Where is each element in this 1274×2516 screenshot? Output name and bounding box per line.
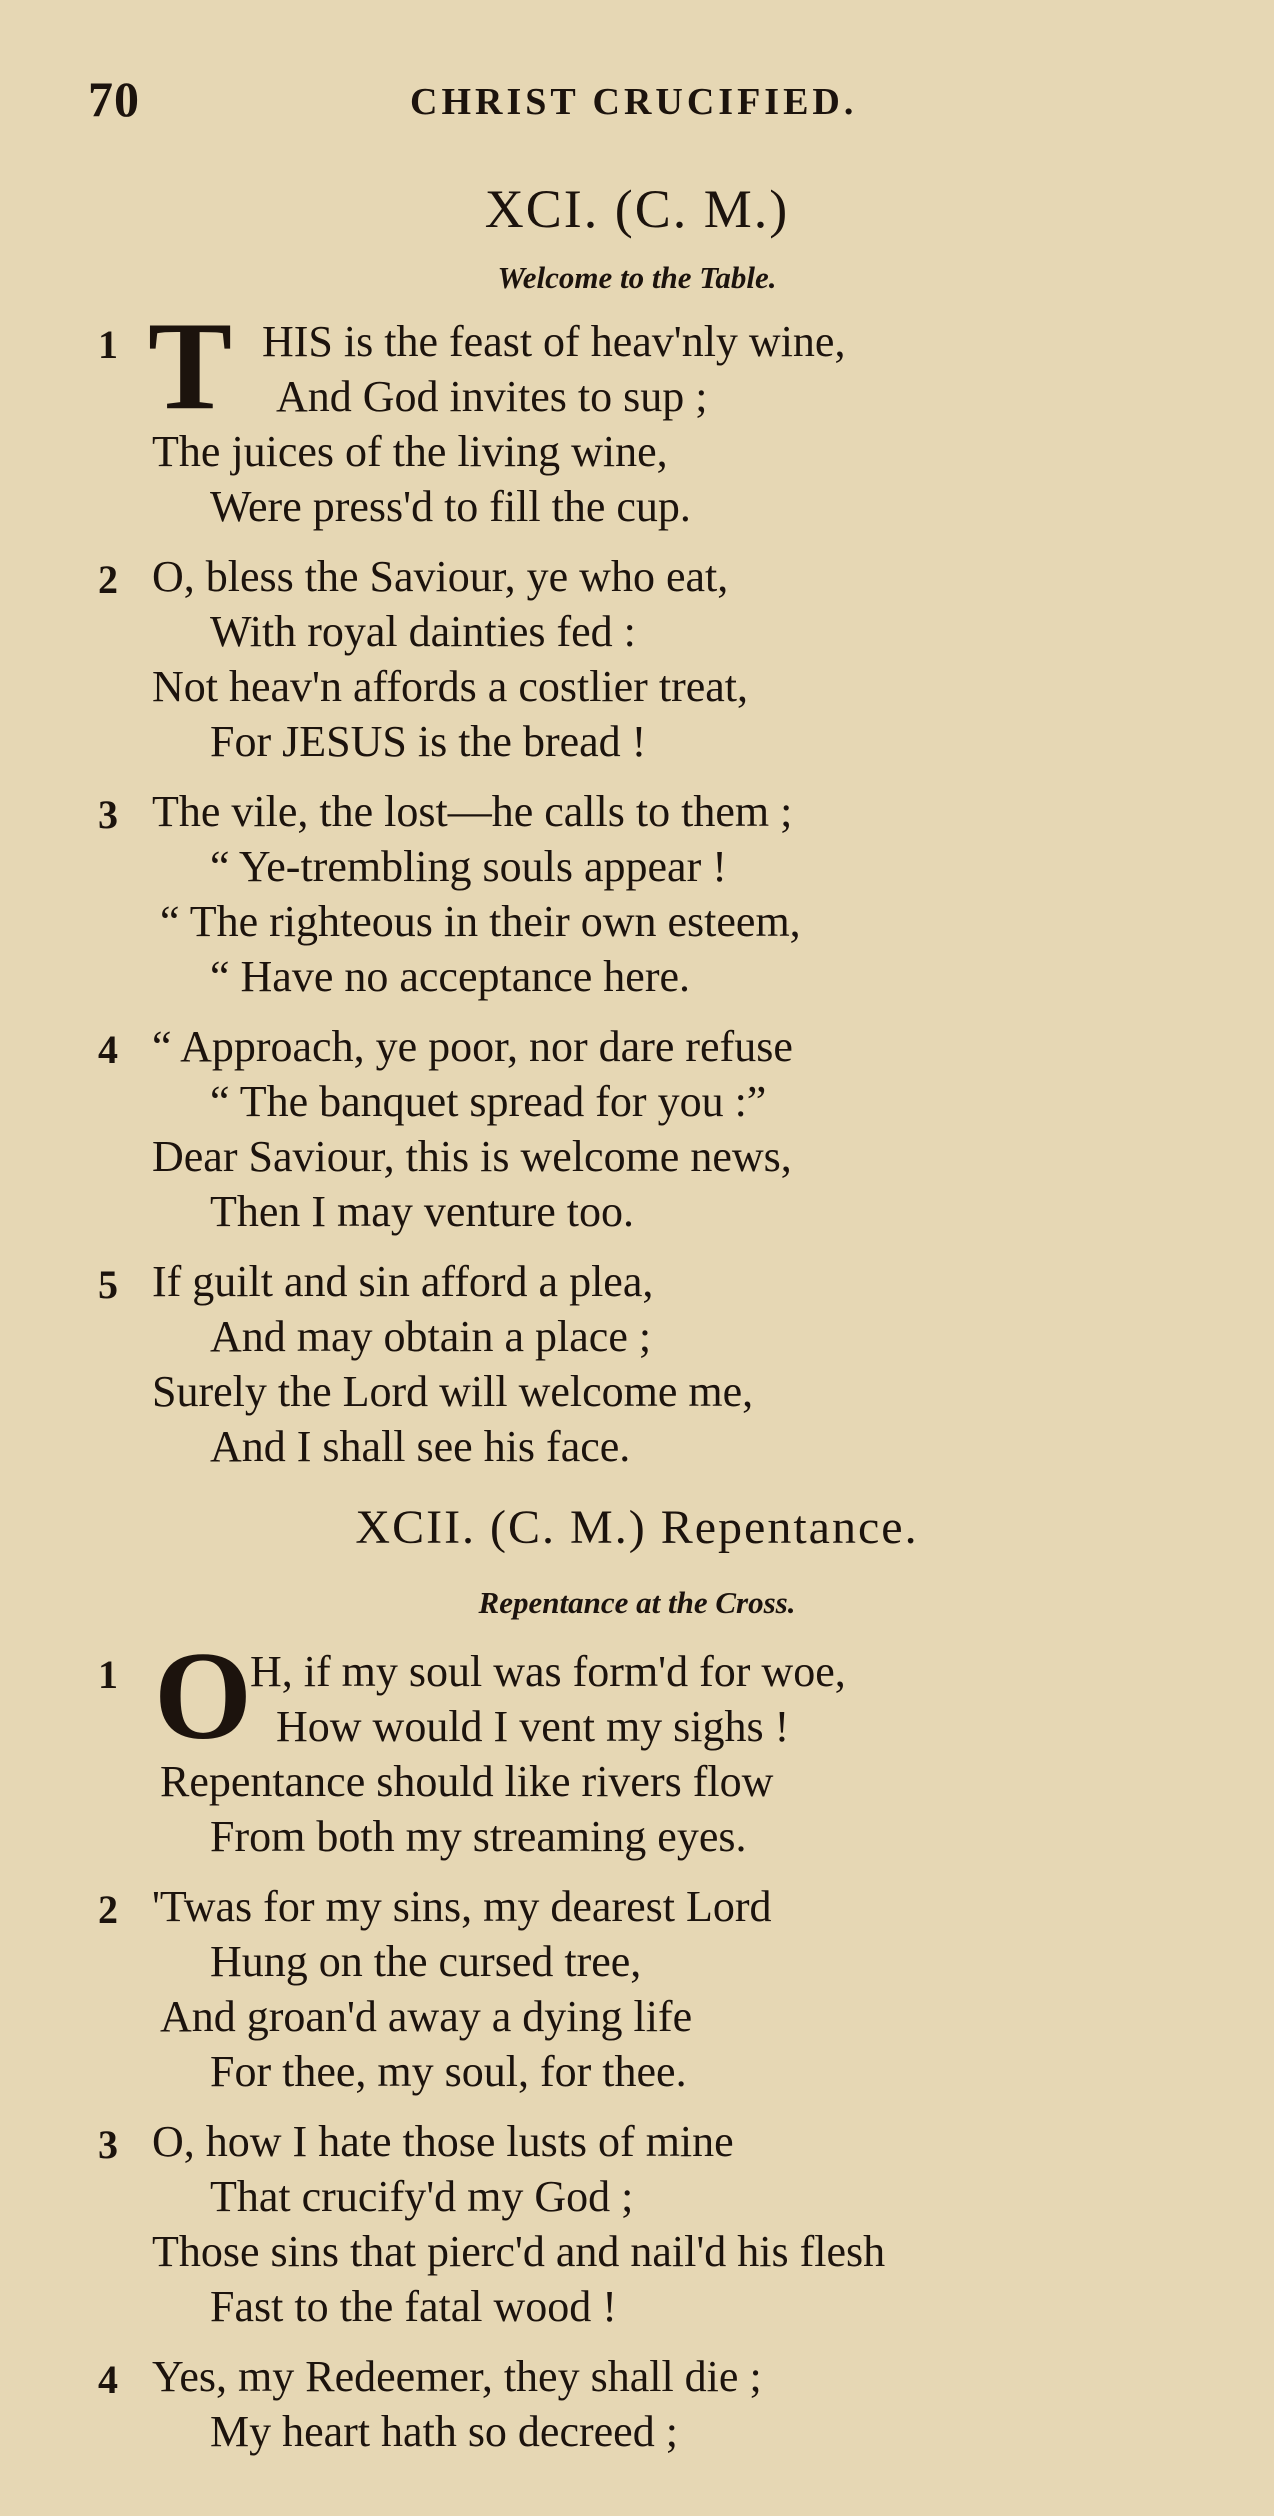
verse-line: “ Have no acceptance here. xyxy=(210,952,691,1001)
verse-line: Were press'd to fill the cup. xyxy=(210,482,691,531)
verse-line: The juices of the living wine, xyxy=(152,427,668,476)
verse-line: And I shall see his face. xyxy=(210,1422,631,1471)
stanza-number: 1 xyxy=(98,322,118,367)
verse-line: Repentance should like rivers flow xyxy=(160,1757,774,1806)
verse-line: “ The banquet spread for you :” xyxy=(210,1077,767,1126)
verse-line: My heart hath so decreed ; xyxy=(210,2407,678,2456)
verse-line: O, how I hate those lusts of mine xyxy=(152,2117,734,2166)
verse-line: How would I vent my sighs ! xyxy=(276,1702,790,1751)
verse-line: For thee, my soul, for thee. xyxy=(210,2047,687,2096)
verse-line: Those sins that pierc'd and nail'd his flesh xyxy=(152,2227,886,2276)
running-head: CHRIST CRUCIFIED. xyxy=(410,81,858,123)
verse-line: The vile, the lost—he calls to them ; xyxy=(152,787,793,836)
hymn-subtitle: Repentance at the Cross. xyxy=(478,1585,796,1620)
stanza-number: 2 xyxy=(98,557,118,602)
stanza-number: 1 xyxy=(98,1652,118,1697)
stanza-number: 2 xyxy=(98,1887,118,1932)
page-header xyxy=(0,70,1274,130)
stanza-number: 3 xyxy=(98,2122,118,2167)
verse-line: With royal dainties fed : xyxy=(210,607,636,656)
verse-line: And God invites to sup ; xyxy=(276,372,708,421)
verse-line: Not heav'n affords a costlier treat, xyxy=(152,662,748,711)
verse-line: If guilt and sin afford a plea, xyxy=(152,1257,654,1306)
verse-line: From both my streaming eyes. xyxy=(210,1812,747,1861)
verse-line: 'Twas for my sins, my dearest Lord xyxy=(152,1882,772,1931)
stanza-number: 4 xyxy=(98,2357,118,2402)
hymn-subtitle: Welcome to the Table. xyxy=(497,260,777,295)
drop-cap: T xyxy=(148,297,233,436)
verse-line: H, if my soul was form'd for woe, xyxy=(250,1647,846,1696)
drop-cap: O xyxy=(154,1627,253,1766)
verse-line: “ Ye-trembling souls appear ! xyxy=(210,842,727,891)
verse-line: Fast to the fatal wood ! xyxy=(210,2282,617,2331)
hymn-title: XCII. (C. M.) Repentance. xyxy=(355,1501,919,1554)
stanza-number: 3 xyxy=(98,792,118,837)
verse-line: “ Approach, ye poor, nor dare refuse xyxy=(152,1022,793,1071)
stanza-number: 4 xyxy=(98,1027,118,1072)
verse-line: Dear Saviour, this is welcome news, xyxy=(152,1132,792,1181)
verse-line: Yes, my Redeemer, they shall die ; xyxy=(152,2352,762,2401)
verse-line: That crucify'd my God ; xyxy=(210,2172,634,2221)
verse-line: And may obtain a place ; xyxy=(210,1312,652,1361)
verse-line: “ The righteous in their own esteem, xyxy=(160,897,801,946)
verse-line: And groan'd away a dying life xyxy=(160,1992,693,2041)
verse-line: O, bless the Saviour, ye who eat, xyxy=(152,552,729,601)
verse-line: Then I may venture too. xyxy=(210,1187,634,1236)
verse-line: Hung on the cursed tree, xyxy=(210,1937,642,1986)
verse-line: For JESUS is the bread ! xyxy=(210,717,647,766)
verse-line: HIS is the feast of heav'nly wine, xyxy=(262,317,846,366)
hymn-title: XCI. (C. M.) xyxy=(484,179,790,239)
stanza-number: 5 xyxy=(98,1262,118,1307)
verse-line: Surely the Lord will welcome me, xyxy=(152,1367,754,1416)
page-number: 70 xyxy=(88,71,140,127)
